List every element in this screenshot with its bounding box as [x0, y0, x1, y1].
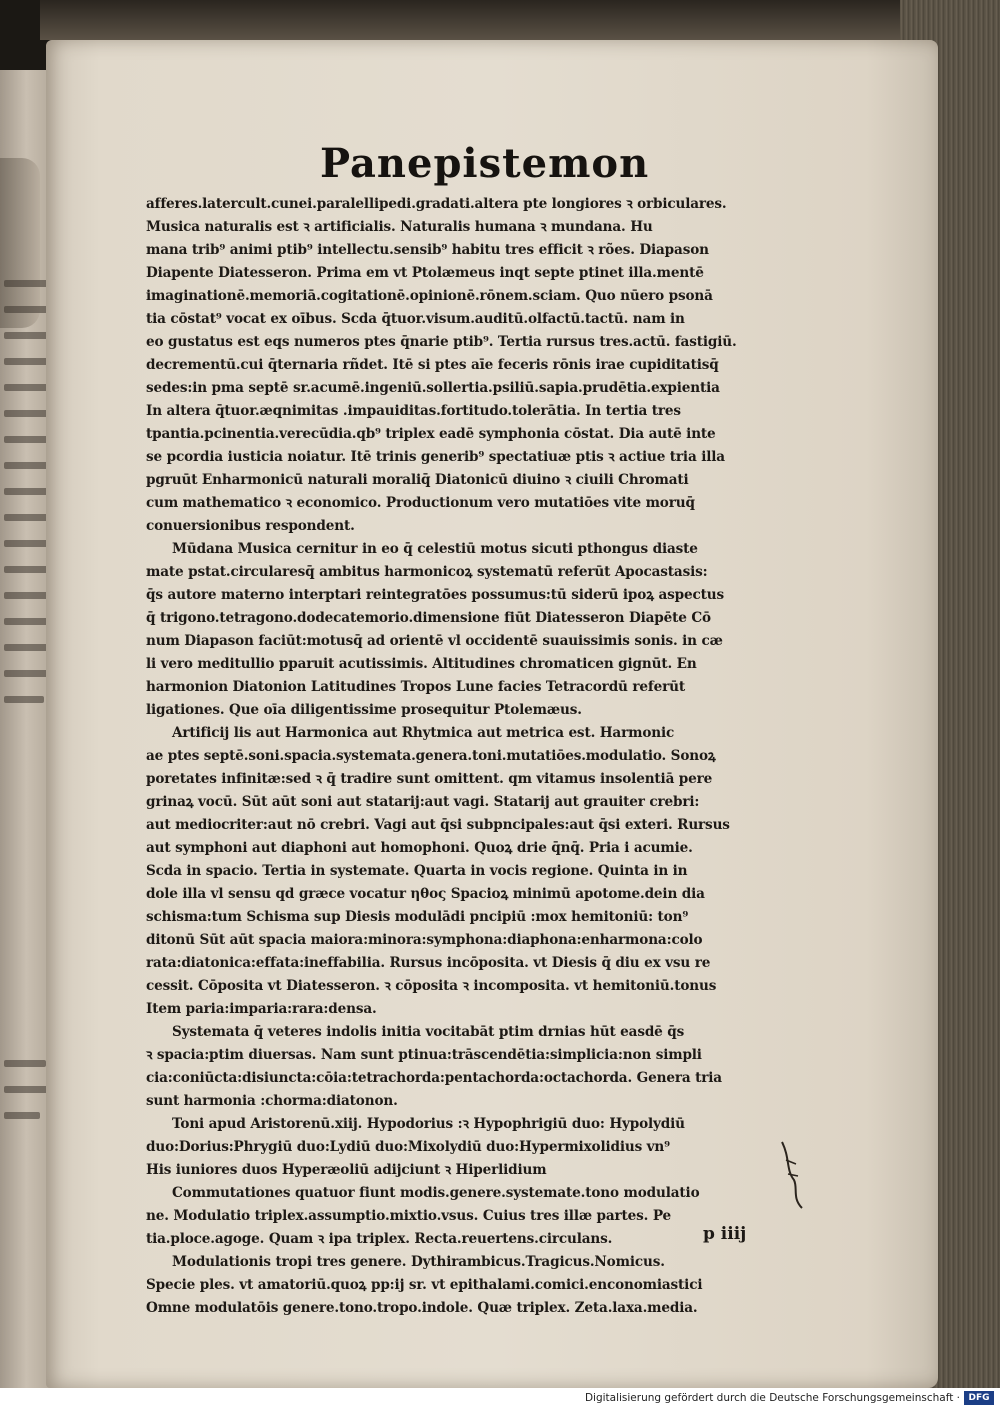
text-line: mate pstat.circularesq̄ ambitus harmonicoꝝ systematū referūt Apocastasis:	[146, 564, 708, 580]
text-line: His iuniores duos Hyperæoliū adijciunt ꝛ Hiperlidium	[146, 1162, 547, 1178]
text-line: rata:diatonica:effata:ineffabilia. Rursus incōposita. vt Diesis q̄ diu ex vsu re	[146, 955, 711, 971]
text-line: aut mediocriter:aut nō crebri. Vagi aut q̄si subpncipales:aut q̄si exteri. Rursus	[146, 817, 730, 833]
signature-mark: p iiij	[703, 1224, 747, 1244]
text-line: se pcordia iusticia noiatur. Itē trinis generib⁹ spectatiuæ ptis ꝛ actiue tria illa	[146, 449, 725, 465]
text-line: Scda in spacio. Tertia in systemate. Quarta in vocis regione. Quinta in in	[146, 863, 688, 879]
text-line: Systemata q̄ veteres indolis initia vocitabāt ptim drnias hūt easdē q̄s	[172, 1024, 685, 1040]
text-line: Toni apud Aristorenū.xiij. Hypodorius :ꝛ Hypophrigiū duo: Hypolydiū	[172, 1116, 685, 1132]
text-line: Modulationis tropi tres genere. Dythirambicus.Tragicus.Nomicus.	[172, 1254, 665, 1270]
text-line: decrementū.cui q̄ternaria rñdet. Itē si ptes aīe feceris rōnis irae cupiditatisq̄	[146, 357, 719, 373]
text-line: Specie ples. vt amatoriū.quoꝝ pp:ij sr. vt epithalami.comici.enconomiastici	[146, 1277, 703, 1293]
text-line: num Diapason faciūt:motusq̄ ad orientē vl occidentē suauissimis sonis. in cæ	[146, 633, 723, 649]
text-line: harmonion Diatonion Latitudines Tropos Lune facies Tetracordū referūt	[146, 679, 685, 695]
text-line: sunt harmonia :chorma:diatonon.	[146, 1093, 398, 1109]
text-line: li vero meditullio pparuit acutissimis. Altitudines chromaticen gignūt. En	[146, 656, 697, 672]
text-line: cum mathematico ꝛ economico. Productionum vero mutatiōes vite moruq̄	[146, 495, 695, 511]
text-line: Item paria:imparia:rara:densa.	[146, 1001, 377, 1017]
text-line: cessit. Cōposita vt Diatesseron. ꝛ cōposita ꝛ incomposita. vt hemitoniū.tonus	[146, 978, 717, 994]
funding-credit: Digitalisierung gefördert durch die Deutsche Forschungsgemeinschaft ·	[584, 1392, 960, 1404]
text-line: Omne modulatōis genere.tono.tropo.indole. Quæ triplex. Zeta.laxa.media.	[146, 1300, 698, 1316]
text-line: ne. Modulatio triplex.assumptio.mixtio.vsus. Cuius tres illæ partes. Pe	[146, 1208, 672, 1224]
running-header: Panepistemon	[320, 140, 650, 187]
text-line: grinaꝝ vocū. Sūt aūt soni aut statarij:aut vagi. Statarij aut grauiter crebri:	[146, 794, 700, 810]
text-line: tpantia.pcinentia.verecūdia.qb⁹ triplex eadē symphonia cōstat. Dia autē inte	[146, 426, 716, 442]
text-line: afferes.latercult.cunei.paralellipedi.gradati.altera pte longiores ꝛ orbiculares.	[146, 196, 727, 212]
text-line: ꝛ spacia:ptim diuersas. Nam sunt ptinua:trāscendētia:simplicia:non simpli	[146, 1047, 702, 1063]
text-line: aut symphoni aut diaphoni aut homophoni. Quoꝝ drie q̄nq̄. Pria i acumie.	[146, 840, 693, 856]
text-line: ligationes. Que oīa diligentissime prosequitur Ptolemæus.	[146, 702, 582, 718]
text-line: Musica naturalis est ꝛ artificialis. Naturalis humana ꝛ mundana. Hu	[146, 219, 653, 235]
text-line: tia.ploce.agoge. Quam ꝛ ipa triplex. Recta.reuertens.circulans.	[146, 1231, 613, 1247]
text-line: Diapente Diatesseron. Prima em vt Ptolæmeus inqt septe ptinet illa.mentē	[146, 265, 704, 281]
book-top-edge	[40, 0, 1000, 40]
text-line: cia:coniūcta:disiuncta:cōia:tetrachorda:pentachorda:octachorda. Genera tria	[146, 1070, 722, 1086]
facing-page-fold	[0, 158, 40, 328]
text-line: poretates infinitæ:sed ꝛ q̄ tradire sunt omittent. qm vitamus insolentiā pere	[146, 771, 713, 787]
text-line: Artificij lis aut Harmonica aut Rhytmica aut metrica est. Harmonic	[172, 725, 675, 741]
text-line: duo:Dorius:Phrygiū duo:Lydiū duo:Mixolydiū duo:Hypermixolidius vn⁹	[146, 1139, 670, 1155]
text-line: dole illa vl sensu qd græce vocatur ηθος Spacioꝝ minimū apotome.dein dia	[146, 886, 705, 902]
footer-bar	[0, 1388, 1000, 1408]
text-line: Commutationes quatuor fiunt modis.genere.systemate.tono modulatio	[172, 1185, 700, 1201]
text-line: q̄s autore materno interptari reintegratōes possumus:tū siderū ipoꝝ aspectus	[146, 587, 724, 603]
text-line: eo gustatus est eqs numeros ptes q̄narie ptib⁹. Tertia rursus tres.actū. fastigiū.	[146, 334, 737, 350]
text-line: pgruūt Enharmonicū naturali moraliq̄ Diatonicū diuino ꝛ ciuili Chromati	[146, 472, 689, 488]
dfg-logo: DFG	[964, 1391, 994, 1405]
text-line: conuersionibus respondent.	[146, 518, 355, 534]
marginal-bracket-mark	[776, 1140, 806, 1210]
text-line: ditonū Sūt aūt spacia maiora:minora:symphona:diaphona:enharmona:colo	[146, 932, 703, 948]
text-line: tia cōstat⁹ vocat ex oībus. Scda q̄tuor.visum.auditū.olfactū.tactū. nam in	[146, 311, 685, 327]
text-line: sedes:in pma septē sr.acumē.ingeniū.sollertia.psiliū.sapia.prudētia.expientia	[146, 380, 720, 396]
text-line: ae ptes septē.soni.spacia.systemata.genera.toni.mutatiōes.modulatio. Sonoꝝ	[146, 748, 716, 764]
text-line: imaginationē.memoriā.cogitationē.opinionē.rōnem.sciam. Quo nūero psonā	[146, 288, 713, 304]
text-line: Mūdana Musica cernitur in eo q̄ celestiū motus sicuti pthongus diaste	[172, 541, 698, 557]
text-line: schisma:tum Schisma sup Diesis modulādi pncipiū :mox hemitoniū: ton⁹	[146, 909, 689, 925]
text-line: In altera q̄tuor.æqnimitas .impauiditas.fortitudo.tolerātia. In tertia tres	[146, 403, 681, 419]
text-line: q̄ trigono.tetragono.dodecatemorio.dimensione fiūt Diatesseron Diapēte Cō	[146, 610, 711, 626]
text-line: mana trib⁹ animi ptib⁹ intellectu.sensib⁹ habitu tres efficit ꝛ rões. Diapason	[146, 242, 709, 258]
